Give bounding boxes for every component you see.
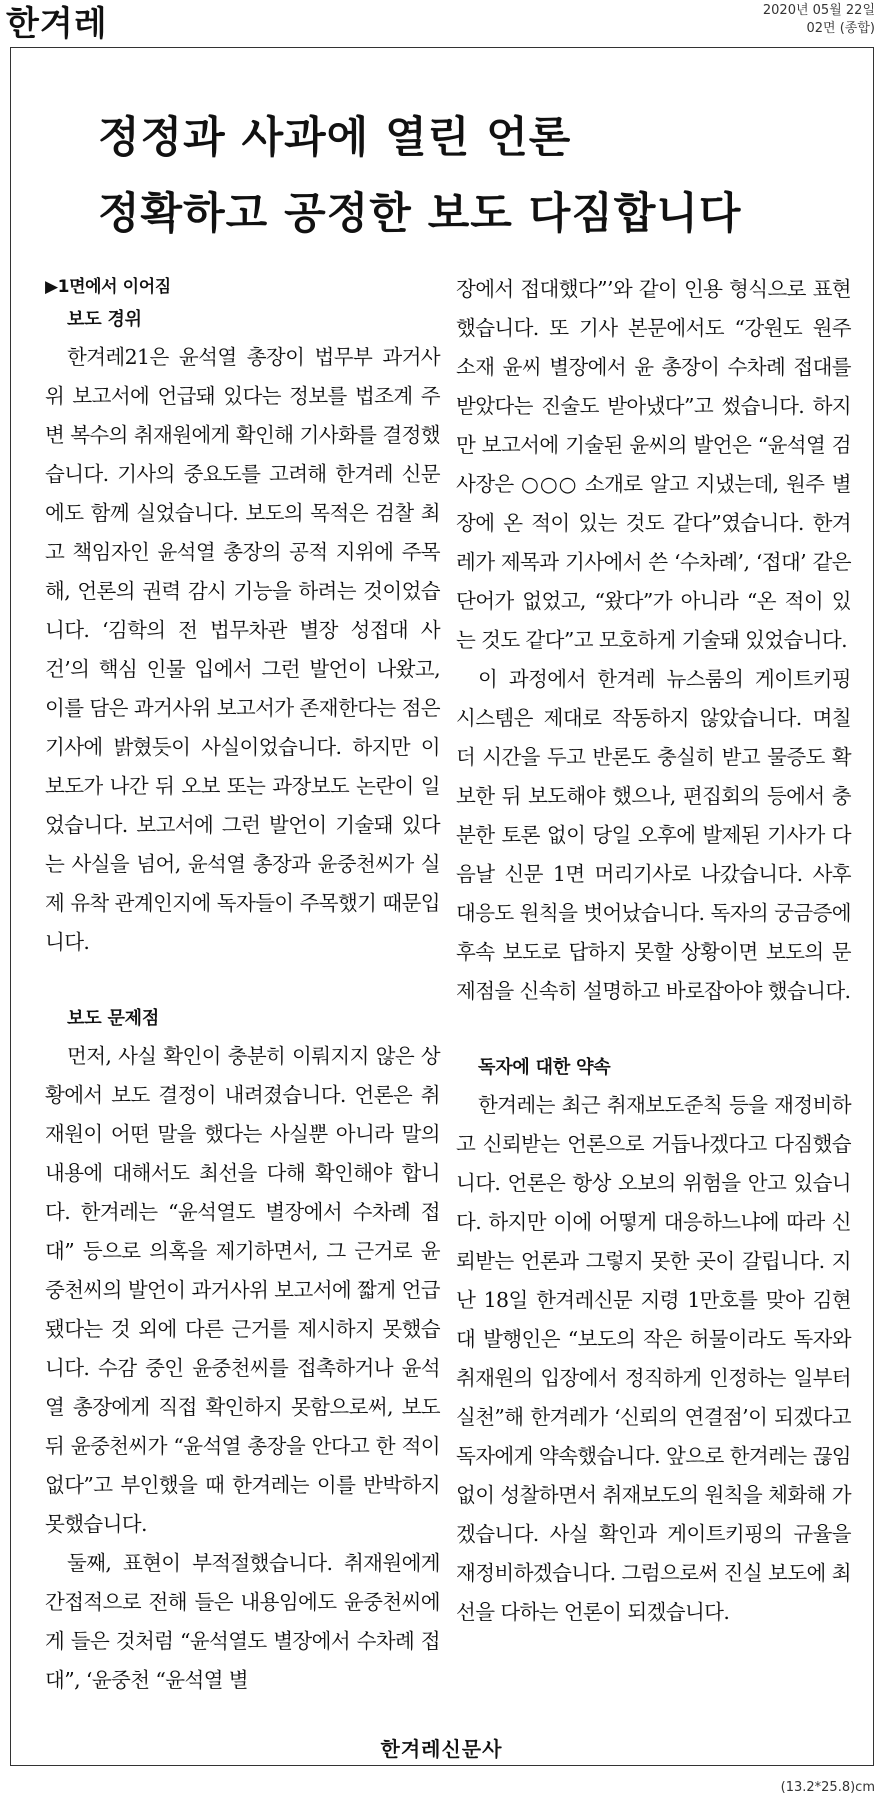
- section-heading-promise: 독자에 대한 약속: [478, 1057, 611, 1078]
- paragraph: 한겨레21은 윤석열 총장이 법무부 과거사위 보고서에 언급돼 있다는 정보를 법조계 주변 복수의 취재원에게 확인해 기사화를 결정했습니다. 기사의 중요도를 고려해 한겨레 신문에도 함께 실었습니다. 보도의 목적은 검찰 최고 책임자인 윤석열 총장의 공적 지위에 주목해, 언론의 권력 감시 기능을 하려는 것이었습니다. ‘김학의 전 법무차관 별장 성접대 사건’의 핵심 인물 입에서 그런 발언이 나왔고, 이를 담은 과거사위 보고서가 존재한다는 점은 기사에 밝혔듯이 사실이었습니다. 하지만 이 보도가 나간 뒤 오보 또는 과장보도 논란이 일었습니다. 보고서에 그런 발언이 기술돼 있다는 사실을 넘어, 윤석열 총장과 윤중천씨가 실제 유착 관계인지에 독자들이 주목했기 때문입니다.: [45, 345, 440, 954]
- section-heading-background: 보도 경위: [67, 309, 142, 330]
- article-column-right: [456, 270, 851, 1632]
- publisher-signature: 한겨레신문사: [380, 1737, 503, 1761]
- paragraph-continued: 장에서 접대했다”’와 같이 인용 형식으로 표현했습니다. 또 기사 본문에서도 “강원도 원주 소재 윤씨 별장에서 윤 총장이 수차례 접대를 받았다는 진술도 받아냈다”고 썼습니다. 하지만 보고서에 기술된 윤씨의 발언은 “윤석열 검사장은 ○○○ 소개로 알고 지냈는데, 원주 별장에 온 적이 있는 것도 같다”였습니다. 한겨레가 제목과 기사에서 쓴 ‘수차례’, ‘접대’ 같은 단어가 없었고, “왔다”가 아니라 “온 적이 있는 것도 같다”고 모호하게 기술돼 있었습니다.: [456, 277, 851, 652]
- headline: [98, 100, 838, 252]
- issue-date: 2020년 05월 22일: [762, 3, 875, 18]
- paragraph: 이 과정에서 한겨레 뉴스룸의 게이트키핑 시스템은 제대로 작동하지 않았습니다. 며칠 더 시간을 두고 반론도 충실히 받고 물증도 확보한 뒤 보도해야 했으나, 편집회의 등에서 충분한 토론 없이 당일 오후에 발제된 기사가 다음날 신문 1면 머리기사로 나갔습니다. 사후 대응도 원칙을 벗어났습니다. 독자의 궁금증에 후속 보도로 답하지 못할 상황이면 보도의 문제점을 신속히 설명하고 바로잡아야 했습니다.: [456, 667, 851, 1003]
- paragraph: 한겨레는 최근 취재보도준칙 등을 재정비하고 신뢰받는 언론으로 거듭나겠다고 다짐했습니다. 언론은 항상 오보의 위험을 안고 있습니다. 하지만 이에 어떻게 대응하느냐에 따라 신뢰받는 언론과 그렇지 못한 곳이 갈립니다. 지난 18일 한겨레신문 지령 1만호를 맞아 김현대 발행인은 “보도의 작은 허물이라도 독자와 취재원의 입장에서 정직하게 인정하는 일부터 실천”해 한겨레가 ‘신뢰의 연결점’이 되겠다고 독자에게 약속했습니다. 앞으로 한겨레는 끊임없이 성찰하면서 취재보도의 원칙을 체화해 가겠습니다. 사실 확인과 게이트키핑의 규율을 재정비하겠습니다. 그럼으로써 진실 보도에 최선을 다하는 언론이 되겠습니다.: [456, 1093, 851, 1624]
- paragraph: 둘째, 표현이 부적절했습니다. 취재원에게 간접적으로 전해 들은 내용임에도 윤중천씨에게 들은 것처럼 “윤석열도 별장에서 수차례 접대”, ‘윤중천 “윤석열 별: [45, 1551, 440, 1692]
- headline-line-2: 정확하고 공정한 보도 다짐합니다: [98, 189, 742, 239]
- continued-from-marker: ▶1면에서 이어짐: [45, 277, 171, 297]
- paragraph: 먼저, 사실 확인이 충분히 이뤄지지 않은 상황에서 보도 결정이 내려졌습니다. 언론은 취재원이 어떤 말을 했다는 사실뿐 아니라 말의 내용에 대해서도 최선을 다해 확인해야 합니다. 한겨레는 “윤석열도 별장에서 수차례 접대” 등으로 의혹을 제기하면서, 그 근거로 윤중천씨의 발언이 과거사위 보고서에 짧게 언급됐다는 것 외에 다른 근거를 제시하지 못했습니다. 수감 중인 윤중천씨를 접촉하거나 윤석열 총장에게 직접 확인하지 못함으로써, 보도 뒤 윤중천씨가 “윤석열 총장을 안다고 한 적이 없다”고 부인했을 때 한겨레는 이를 반박하지 못했습니다.: [45, 1044, 440, 1536]
- issue-meta: [763, 2, 875, 38]
- size-note: (13.2*25.8)cm: [780, 1780, 875, 1795]
- article-column-left: [45, 272, 440, 1700]
- section-heading-problems: 보도 문제점: [67, 1008, 160, 1029]
- newspaper-logo: 한겨레: [6, 4, 108, 44]
- headline-line-1: 정정과 사과에 열린 언론: [98, 113, 572, 163]
- page-number: 02면 (종합): [806, 21, 875, 36]
